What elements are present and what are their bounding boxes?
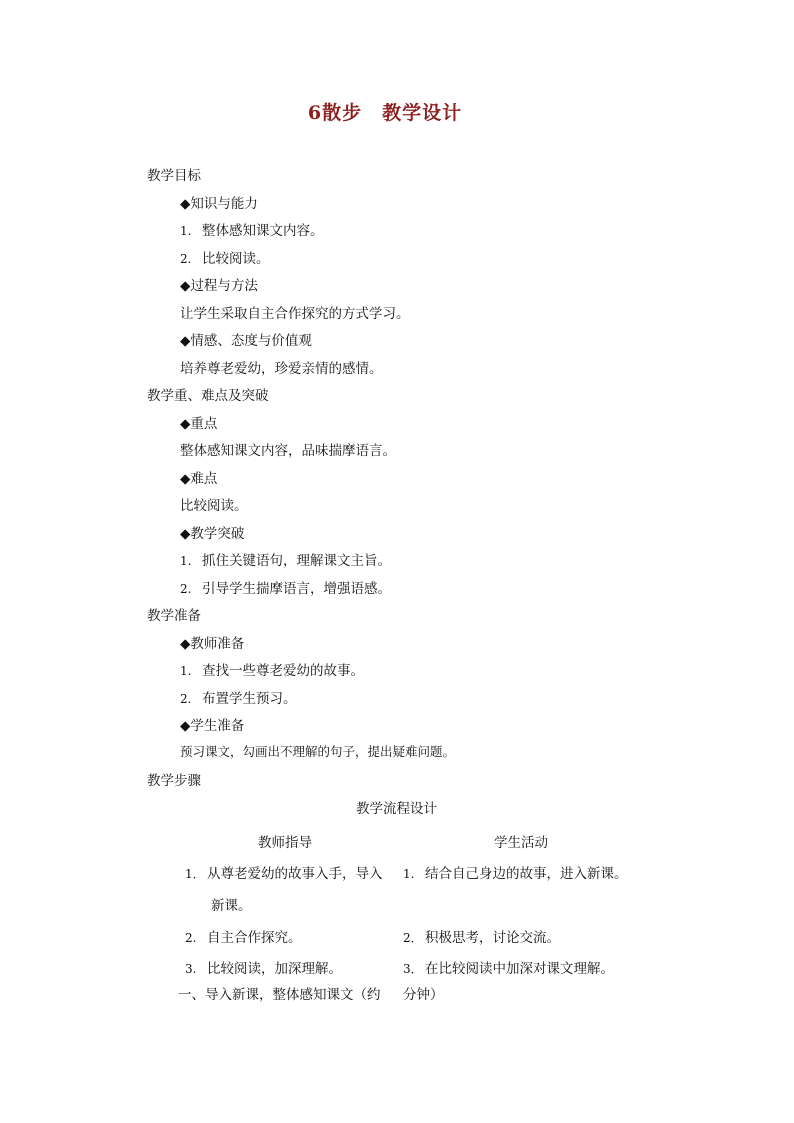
teacher-step-number: 2. xyxy=(185,931,197,945)
knowledge-item xyxy=(180,219,324,239)
process-text: 让学生采取自主合作探究的方式学习。 xyxy=(180,306,410,322)
item-text: 比较阅读。 xyxy=(202,251,270,267)
item-number: 2. xyxy=(180,582,192,596)
student-step-number: 2． xyxy=(403,931,423,945)
emotion-heading: ◆情感、态度与价值观 xyxy=(180,333,312,349)
key-text: 整体感知课文内容，品味揣摩语言。 xyxy=(180,443,396,459)
table-row xyxy=(403,862,628,882)
item-text: 布置学生预习。 xyxy=(202,691,297,707)
table-row xyxy=(185,862,383,882)
column-header-teacher: 教师指导 xyxy=(258,835,312,851)
table-row xyxy=(403,957,614,977)
emotion-text: 培养尊老爱幼，珍爱亲情的感情。 xyxy=(180,361,383,377)
table-row xyxy=(185,957,342,977)
item-text: 整体感知课文内容。 xyxy=(202,223,324,239)
student-step-text: 在比较阅读中加深对课文理解。 xyxy=(425,961,614,977)
teacher-step-number: 3. xyxy=(185,962,197,976)
teacher-step-text: 比较阅读，加深理解。 xyxy=(207,961,342,977)
student-step-text: 积极思考，讨论交流。 xyxy=(425,930,560,946)
breakthrough-item xyxy=(180,577,391,597)
item-number: 2. xyxy=(180,252,192,266)
item-number: 1. xyxy=(180,554,192,568)
difficult-heading: ◆难点 xyxy=(180,471,218,487)
teacher-prep-item xyxy=(180,659,364,679)
preparation-heading: 教学准备 xyxy=(147,608,201,624)
teacher-prep-item xyxy=(180,687,297,707)
key-points-heading: 教学重、难点及突破 xyxy=(147,388,269,404)
teacher-step-text: 自主合作探究。 xyxy=(207,930,302,946)
student-prep-heading: ◆学生准备 xyxy=(180,718,245,734)
page-title: 6散步 教学设计 xyxy=(307,102,463,124)
student-step-text: 结合自己身边的故事，进入新课。 xyxy=(425,866,628,882)
teacher-step-continuation: 新课。 xyxy=(211,898,252,914)
flow-title: 教学流程设计 xyxy=(356,801,437,817)
table-row xyxy=(403,926,560,946)
objectives-heading: 教学目标 xyxy=(147,168,201,184)
item-number: 1. xyxy=(180,664,192,678)
item-number: 1. xyxy=(180,224,192,238)
difficult-text: 比较阅读。 xyxy=(180,498,248,514)
item-number: 2. xyxy=(180,692,192,706)
column-header-student: 学生活动 xyxy=(494,835,548,851)
teacher-step-text: 从尊老爱幼的故事入手，导入 xyxy=(207,866,383,882)
item-text: 引导学生揣摩语言，增强语感。 xyxy=(202,581,391,597)
teacher-step-number: 1． xyxy=(185,867,205,881)
breakthrough-item xyxy=(180,549,391,569)
student-prep-text: 预习课文，勾画出不理解的句子，提出疑难问题。 xyxy=(180,744,456,759)
item-text: 查找一些尊老爱幼的故事。 xyxy=(202,663,364,679)
table-row xyxy=(185,926,302,946)
student-step-number: 1. xyxy=(403,867,415,881)
process-heading: ◆过程与方法 xyxy=(180,278,258,294)
breakthrough-heading: ◆教学突破 xyxy=(180,526,245,542)
key-heading: ◆重点 xyxy=(180,416,218,432)
item-text: 抓住关键语句，理解课文主旨。 xyxy=(202,553,391,569)
section-one-heading: 一、导入新课，整体感知课文（约 xyxy=(178,987,381,1003)
knowledge-item xyxy=(180,247,270,267)
student-step-number: 3． xyxy=(403,962,423,976)
knowledge-heading: ◆知识与能力 xyxy=(180,196,258,212)
teacher-prep-heading: ◆教师准备 xyxy=(180,636,245,652)
steps-heading: 教学步骤 xyxy=(147,773,201,789)
section-one-duration: 分钟） xyxy=(403,987,444,1003)
